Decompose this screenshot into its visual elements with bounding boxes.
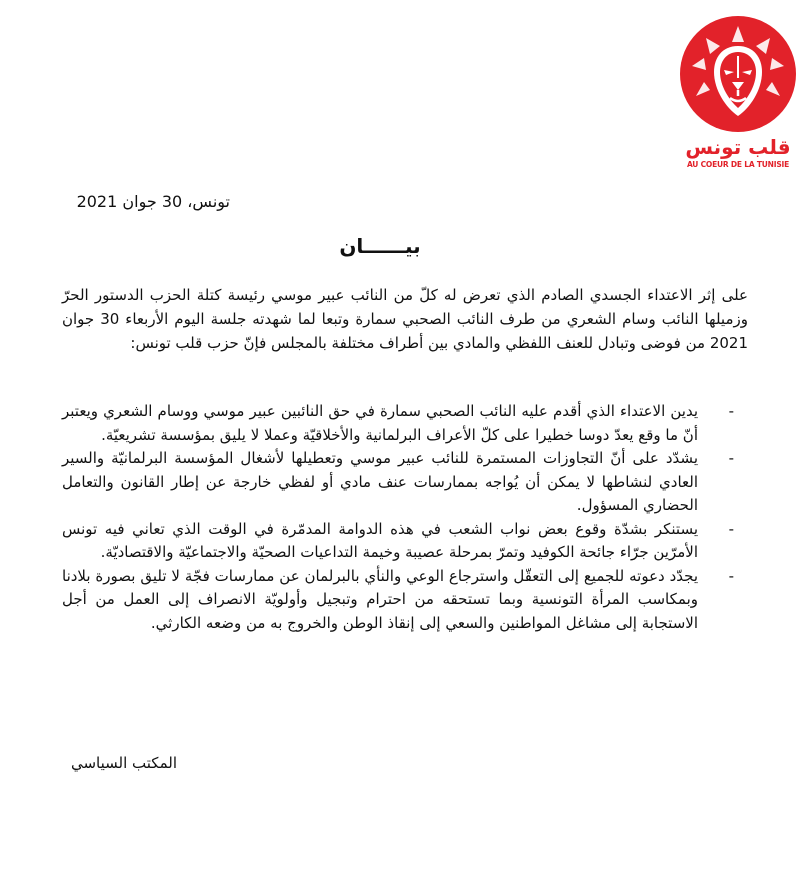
logo-name: قلب تونس <box>685 135 791 159</box>
list-item <box>62 447 738 518</box>
page-title: بيــــــان <box>339 234 421 258</box>
logo-tagline: AU COEUR DE LA TUNISIE <box>686 160 790 169</box>
list-item <box>62 565 738 636</box>
intro-paragraph: على إثر الاعتداء الجسدي الصادم الذي تعرض له كلّ من النائب عبير موسي رئيسة كتلة الحزب الدستور الحرّ وزميلها النائب وسام الشعري من طرف النائب الصحبي سمارة وتبعا لما شهدته جلسة اليوم الأربعاء 30 جوان 2021 من فوضى وتبادل للعنف اللفظي والمادي بين أطراف مختلفة بالمجلس فإنّ حزب قلب تونس: <box>62 286 748 352</box>
list-item-text: يشدّد على أنّ التجاوزات المستمرة للنائب عبير موسي وتعطيلها لأشغال المؤسسة البرلمانيّة والسير العادي لنشاطها لا يمكن أن يُواجه بممارسات عنف مادي أو لفظي خارجة عن إطار القانون والتعامل الحضاري المسؤول. <box>62 449 698 514</box>
list-item-text: يدين الاعتداء الذي أقدم عليه النائب الصحبي سمارة في حق النائبين عبير موسي ووسام الشعري ويعتبر أنّ ما وقع يعدّ دوسا خطيرا على كلّ الأعراف البرلمانية والأخلاقيّة وعملا لا يليق بمؤسسة تشريعيّة. <box>62 402 698 444</box>
list-dash: - <box>728 519 734 538</box>
document-date: تونس، 30 جوان 2021 <box>76 192 230 211</box>
list-item-text: يجدّد دعوته للجميع إلى التعقّل واسترجاع الوعي والنأي بالبرلمان عن ممارسات فجّة لا تليق بصورة بلادنا وبمكاسب المرأة التونسية وبما تستحقه من احترام وتبجيل وأولويّة الانصراف إلى العمل من أجل الاستجابة إلى مشاغل المواطنين والسعي إلى إنقاذ الوطن والخروج به من وضعه الكارثي. <box>62 566 698 632</box>
list-dash: - <box>728 402 734 420</box>
list-dash: - <box>728 566 734 585</box>
statement-list <box>62 400 738 635</box>
list-item <box>62 400 738 447</box>
list-item <box>62 518 738 565</box>
signature: المكتب السياسي <box>70 754 177 772</box>
list-item-text: يستنكر بشدّة وقوع بعض نواب الشعب في هذه الدوامة المدمّرة في الوقت الذي تعاني فيه تونس الأمرّين جرّاء جائحة الكوفيد وتمرّ بمرحلة عصيبة وخيمة التداعيات الصحيّة والاجتماعيّة والاقتصاديّة. <box>62 519 698 561</box>
lion-head-icon <box>676 12 800 136</box>
list-dash: - <box>728 449 734 467</box>
party-logo <box>676 12 800 172</box>
